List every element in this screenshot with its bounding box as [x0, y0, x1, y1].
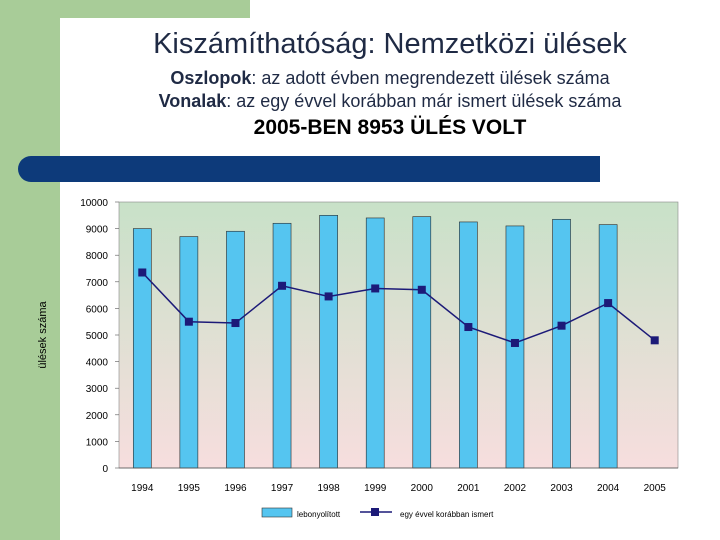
x-tick-label: 2001: [457, 483, 480, 494]
bar-1996: [226, 231, 244, 468]
subtitle-lines-term: Vonalak: [158, 91, 227, 111]
legend-line-label: egy évvel korábban ismert: [400, 510, 494, 519]
x-tick-label: 1997: [270, 483, 294, 494]
slide-title: Kiszámíthatóság: Nemzetközi ülések: [153, 28, 627, 60]
y-tick-label: 5000: [85, 331, 108, 342]
legend-bar-swatch: [262, 508, 292, 517]
y-tick-label: 3000: [85, 384, 108, 396]
y-tick-label: 8000: [85, 251, 108, 263]
legend: [262, 508, 494, 519]
plot-area: [119, 202, 678, 468]
bar-2003: [553, 219, 571, 468]
line-point-2000: [418, 286, 426, 294]
bar-2000: [413, 217, 431, 468]
y-tick-label: 0: [102, 464, 108, 475]
subtitle-bars-term: Oszlopok: [170, 68, 252, 88]
subtitle-lines-text: : az egy évvel korábban már ismert ülések száma: [226, 91, 622, 111]
legend-line-marker: [371, 508, 379, 516]
bar-1994: [133, 229, 151, 468]
y-tick-label: 10000: [80, 198, 108, 209]
y-tick-label: 6000: [85, 304, 108, 316]
line-point-1998: [325, 292, 333, 300]
y-tick-label: 1000: [85, 437, 108, 449]
legend-bar-label: lebonyolított: [297, 510, 341, 519]
x-tick-label: 1998: [317, 483, 340, 494]
x-tick-label: 2004: [597, 483, 620, 494]
highlight-total: 2005-BEN 8953 ÜLÉS VOLT: [253, 116, 527, 139]
y-tick-label: 7000: [85, 277, 108, 289]
line-point-1994: [138, 268, 146, 276]
x-tick-label: 1999: [364, 483, 387, 494]
top-decoration-band: [60, 0, 250, 18]
chart: [0, 180, 720, 540]
x-tick-label: 1995: [177, 483, 200, 494]
x-tick-label: 2003: [550, 483, 573, 494]
line-point-1999: [371, 284, 379, 292]
bar-1995: [180, 237, 198, 468]
bar-2004: [599, 225, 617, 468]
subtitle-bars: [60, 68, 720, 89]
bar-2001: [459, 222, 477, 468]
line-point-2004: [604, 299, 612, 307]
line-point-2002: [511, 339, 519, 347]
line-point-2005: [651, 336, 659, 344]
y-tick-label: 9000: [85, 224, 108, 236]
x-tick-label: 2002: [503, 483, 527, 494]
y-tick-label: 2000: [85, 410, 108, 422]
y-axis-label: ülések száma: [37, 301, 49, 369]
x-tick-label: 2005: [643, 483, 666, 494]
subtitle-lines: [60, 91, 720, 112]
bar-1998: [320, 215, 338, 468]
header-accent-bar: [18, 156, 600, 182]
line-point-1996: [231, 319, 239, 327]
x-tick-label: 1996: [224, 483, 247, 494]
bar-1999: [366, 218, 384, 468]
subtitle-bars-text: : az adott évben megrendezett ülések száma: [251, 68, 610, 88]
line-point-2001: [464, 323, 472, 331]
line-point-1997: [278, 282, 286, 290]
bar-1997: [273, 223, 291, 468]
line-point-1995: [185, 318, 193, 326]
y-tick-label: 4000: [85, 357, 108, 369]
x-tick-label: 2000: [410, 483, 433, 494]
line-point-2003: [558, 322, 566, 330]
x-tick-label: 1994: [131, 483, 154, 494]
